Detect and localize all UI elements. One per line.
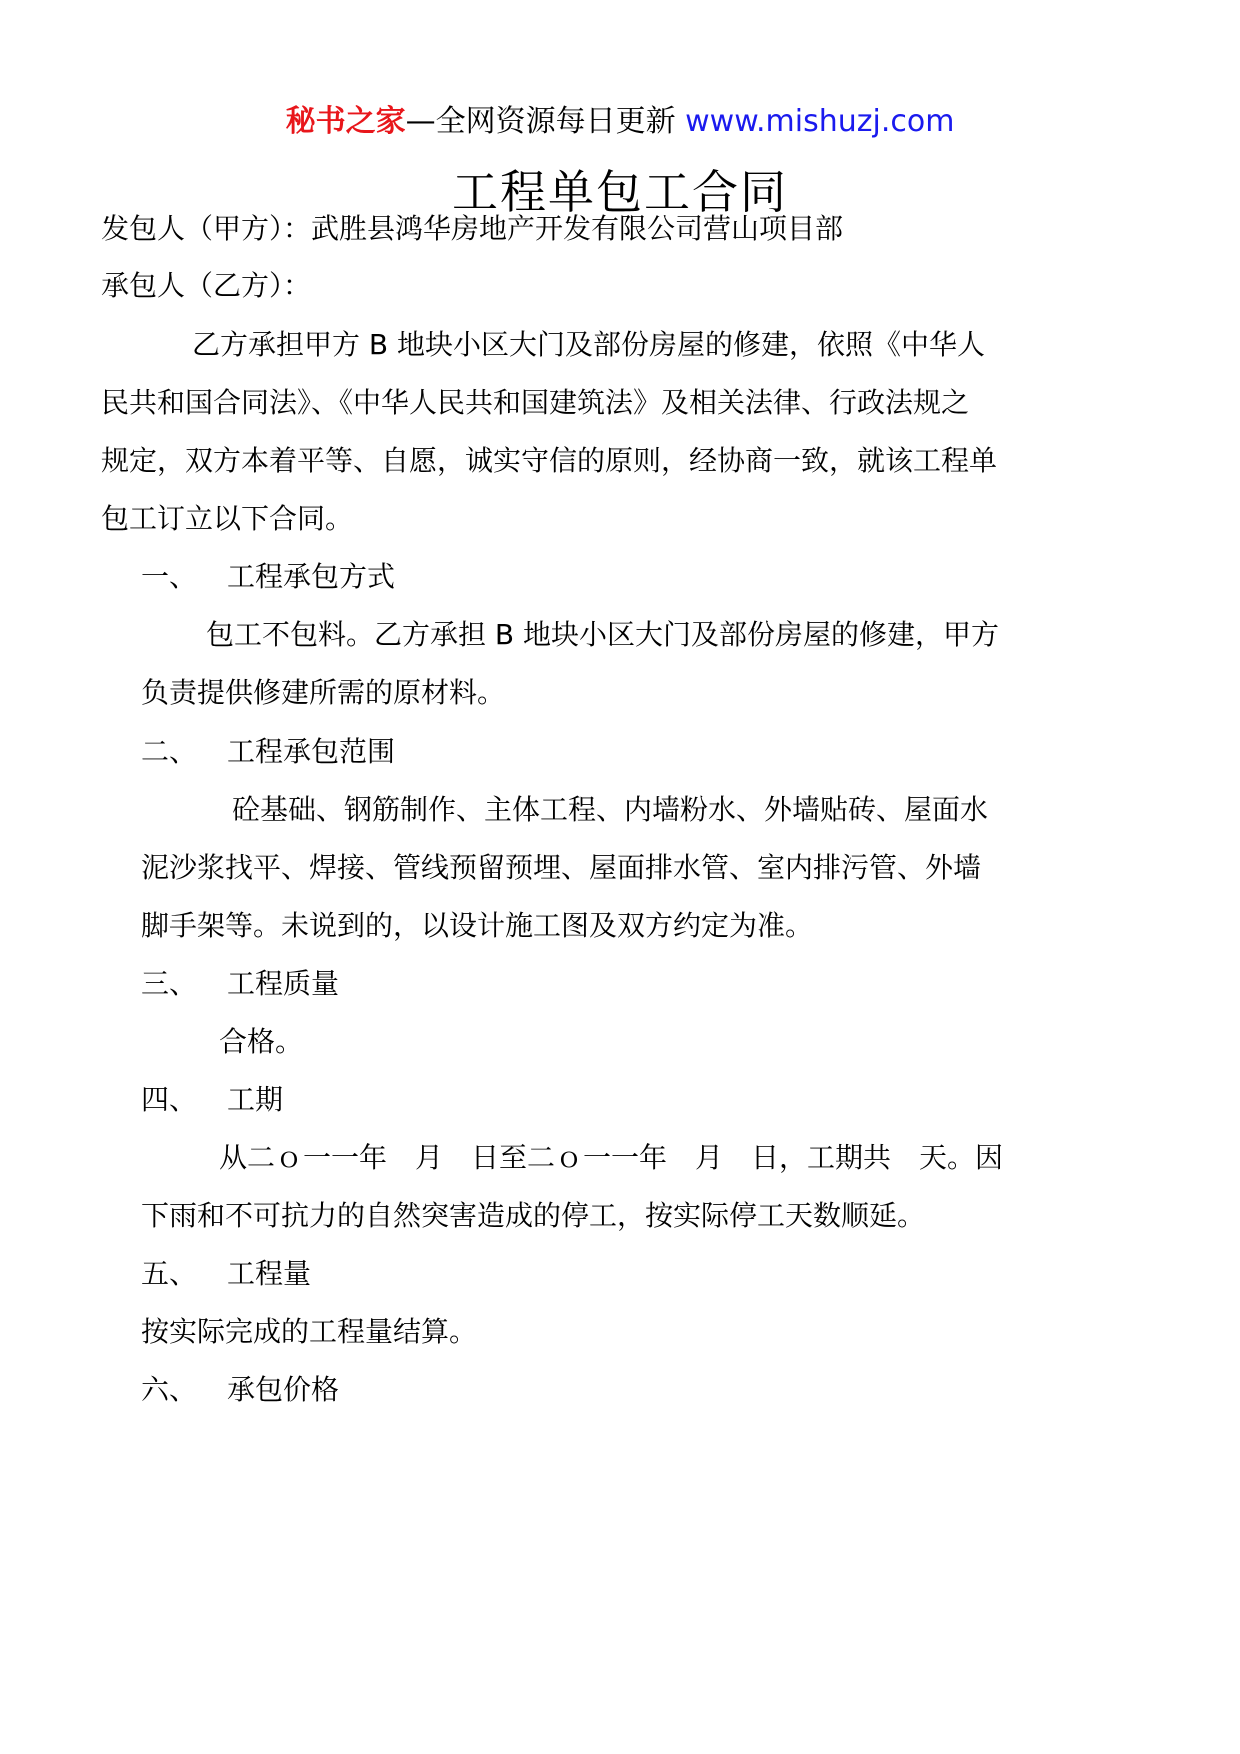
site-url-link[interactable]: www.mishuzj.com — [685, 104, 955, 139]
section-heading-4 — [141, 1080, 283, 1120]
section-number: 五、 — [141, 1257, 198, 1290]
section-heading-1 — [141, 557, 395, 597]
brand-name: 秘书之家 — [285, 104, 406, 139]
section-2-line-1: 砼基础、钢筋制作、主体工程、内墙粉水、外墙贴砖、屋面水 — [232, 793, 989, 826]
section-number: 六、 — [141, 1373, 198, 1406]
party-b-line: 承包人（乙方）： — [101, 269, 312, 302]
section-number: 四、 — [141, 1083, 198, 1116]
section-title: 工程承包方式 — [227, 560, 396, 593]
section-heading-2 — [141, 732, 395, 772]
section-title: 工期 — [227, 1083, 284, 1116]
section-heading-6 — [141, 1370, 339, 1410]
section-title: 工程承包范围 — [227, 735, 396, 768]
section-1-line-1: 包工不包料。乙方承担 B 地块小区大门及部份房屋的修建，甲方 — [206, 618, 1000, 651]
preamble-line-2: 民共和国合同法》、《中华人民共和国建筑法》及相关法律、行政法规之 — [101, 386, 970, 419]
contract-title: 工程单包工合同 — [452, 165, 788, 219]
section-5-line-1: 按实际完成的工程量结算。 — [141, 1315, 478, 1348]
section-title: 承包价格 — [227, 1373, 340, 1406]
header-tagline: —全网资源每日更新 — [405, 104, 676, 139]
section-heading-3 — [141, 964, 339, 1004]
section-number: 一、 — [141, 560, 198, 593]
section-3-line-1: 合格。 — [219, 1025, 304, 1058]
section-title: 工程量 — [227, 1257, 312, 1290]
section-number: 二、 — [141, 735, 198, 768]
section-1-line-2: 负责提供修建所需的原材料。 — [141, 676, 506, 709]
section-heading-5 — [141, 1254, 311, 1294]
preamble-line-3: 规定，双方本着平等、自愿，诚实守信的原则，经协商一致，就该工程单 — [101, 444, 998, 477]
section-2-line-2: 泥沙浆找平、焊接、管线预留预埋、屋面排水管、室内排污管、外墙 — [141, 851, 982, 884]
party-a-line: 发包人（甲方）：武胜县鸿华房地产开发有限公司营山项目部 — [101, 212, 844, 245]
section-number: 三、 — [141, 967, 198, 1000]
section-4-line-1: 从二ｏ一一年 月 日至二ｏ一一年 月 日，工期共 天。因 — [219, 1141, 1004, 1174]
site-header — [0, 100, 1240, 144]
section-4-line-2: 下雨和不可抗力的自然突害造成的停工，按实际停工天数顺延。 — [141, 1199, 926, 1232]
preamble-line-4: 包工订立以下合同。 — [101, 502, 354, 535]
section-2-line-3: 脚手架等。未说到的，以设计施工图及双方约定为准。 — [141, 909, 814, 942]
preamble-line-1: 乙方承担甲方 B 地块小区大门及部份房屋的修建，依照《中华人 — [192, 328, 986, 361]
section-title: 工程质量 — [227, 967, 340, 1000]
